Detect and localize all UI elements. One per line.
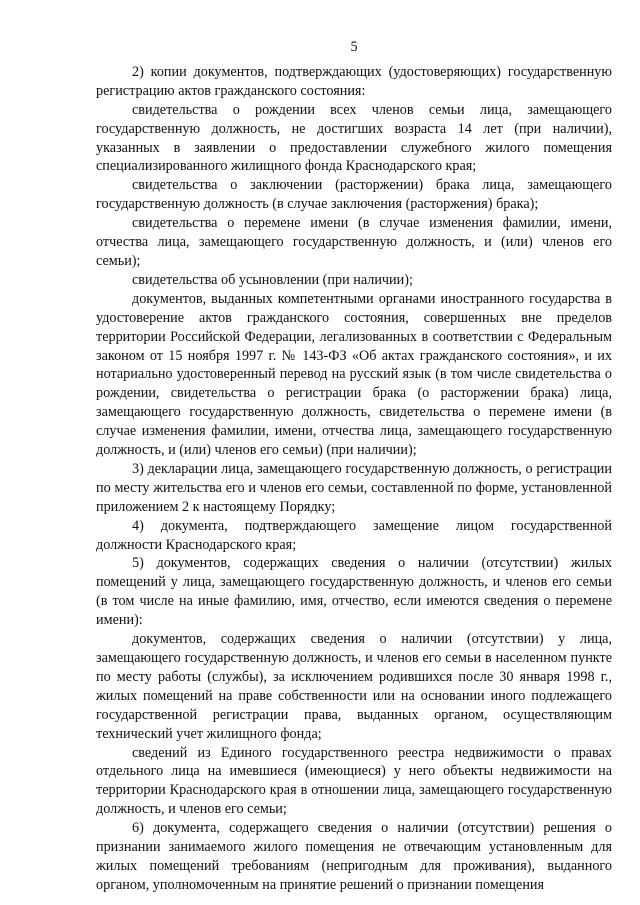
paragraph-item-4: 4) документа, подтверждающего замещение лицом государственной должности Краснодарского края;	[96, 517, 612, 553]
paragraph-registry-information: сведений из Единого государственного реестра недвижимости о правах отдельного лица на имевшиеся (имеющиеся) у него объекты недвижимости на территории Краснодарского края в отношении лица, замещающего государственную должность, и членов его семьи;	[96, 744, 612, 818]
paragraph-adoption-certificates: свидетельства об усыновлении (при наличии);	[132, 271, 413, 288]
paragraph-foreign-documents: документов, выданных компетентными органами иностранного государства в удостоверение актов гражданского состояния, совершенных вне пределов территории Российской Федерации, легализованных в соответствии с Федеральным законом от 15 ноября 1997 г. № 143-ФЗ «Об актах гражданского состояния», и их нотариально удостоверенный перевод на русский язык (в том числе свидетельства о рождении, свидетельства о регистрации брака (о расторжении брака) лица, замещающего государственную должность, свидетельства о перемене имени (в случае изменения фамилии, имени, отчества лица, замещающего государственную должность, и (или) членов его семьи) (при наличии);	[96, 290, 612, 459]
paragraph-marriage-certificates: свидетельства о заключении (расторжении) брака лица, замещающего государственную должность (в случае заключения (расторжения) брака);	[96, 177, 612, 213]
paragraph-item-2: 2) копии документов, подтверждающих (удостоверяющих) государственную регистрацию актов гражданского состояния:	[96, 63, 612, 99]
paragraph-birth-certificates: свидетельства о рождении всех членов семьи лица, замещающего государственную должность, не достигших возраста 14 лет (при наличии), указанных в заявлении о предоставлении служебного жилого помещения специализированного жилищного фонда Краснодарского края;	[96, 101, 612, 175]
paragraph-item-6: 6) документа, содержащего сведения о наличии (отсутствии) решения о признании занимаемого жилого помещения не отвечающим установленным для жилых помещений требованиям (непригодным для проживания), выданного органом, уполномоченным на принятие решений о признании помещения	[96, 820, 612, 893]
paragraph-housing-documents: документов, содержащих сведения о наличии (отсутствии) у лица, замещающего государственную должность, и членов его семьи в населенном пункте по месту работы (службы), за исключением родившихся после 30 января 1998 г., жилых помещений на праве собственности или на основании иного подлежащего государственной регистрации права, выданных органом, осуществляющим технический учет жилищного фонда;	[96, 631, 612, 742]
page-number: 5	[350, 39, 358, 55]
document-page	[96, 38, 612, 898]
paragraph-item-5: 5) документов, содержащих сведения о наличии (отсутствии) жилых помещений у лица, замещающего государственную должность, и членов его семьи (в том числе на иные фамилию, имя, отчество, если имеются сведения о перемене имени):	[96, 555, 612, 629]
paragraph-name-change-certificates: свидетельства о перемене имени (в случае изменения фамилии, имени, отчества лица, замещающего государственную должность, и (или) членов его семьи);	[96, 215, 612, 269]
paragraph-item-3: 3) декларации лица, замещающего государственную должность, о регистрации по месту жительства его и членов его семьи, составленной по форме, установленной приложением 2 к настоящему Порядку;	[96, 460, 612, 515]
